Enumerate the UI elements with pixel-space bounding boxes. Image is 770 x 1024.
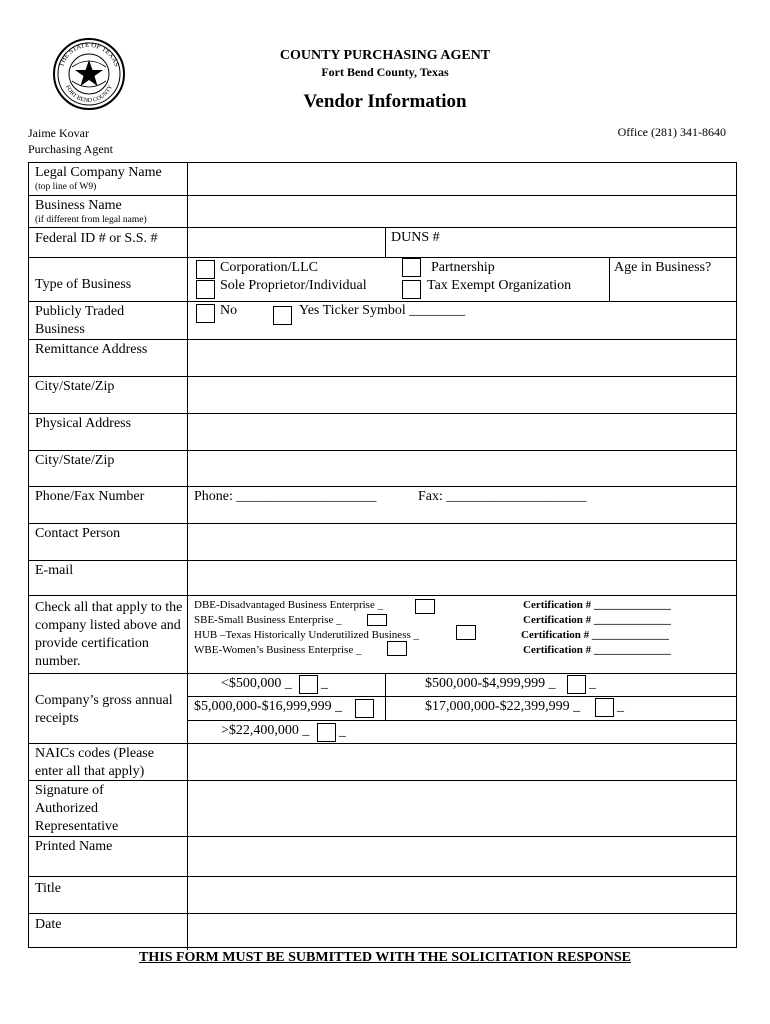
form-title: Vendor Information: [303, 91, 467, 112]
dbe-checkbox[interactable]: [415, 599, 435, 614]
office-phone: Office (281) 341-8640: [617, 125, 726, 139]
row-date: [29, 913, 736, 950]
publicly-traded-yes-checkbox[interactable]: [273, 306, 292, 325]
check-all-label: Check all that apply to the company listed above and provide certification number.: [35, 600, 183, 669]
partnership-label: Partnership: [431, 260, 495, 275]
row-city-2: [29, 450, 736, 487]
email-field[interactable]: [188, 561, 736, 596]
age-in-business-label: Age in Business?: [614, 260, 712, 275]
seal-text-top: THE STATE OF TEXAS: [57, 40, 121, 68]
row-certifications: [29, 595, 736, 674]
receipts-17m-22m-trail: _: [617, 699, 624, 714]
receipts-over-22m-trail: _: [339, 724, 346, 739]
date-label: Date: [35, 917, 62, 932]
receipts-under-500k-label: <$500,000 _: [221, 676, 292, 691]
federal-id-field[interactable]: [188, 228, 384, 258]
remittance-label: Remittance Address: [35, 342, 148, 357]
receipts-under-500k-checkbox[interactable]: [299, 675, 318, 694]
signature-label: Signature of Authorized Representative: [35, 783, 119, 834]
phone-field[interactable]: Phone: ____________________: [194, 489, 377, 504]
wbe-certification-field[interactable]: Certification # ______________: [523, 644, 671, 656]
receipts-17m-22m-label: $17,000,000-$22,399,999 _: [425, 699, 581, 714]
phone-fax-label: Phone/Fax Number: [35, 489, 145, 504]
row-title: [29, 876, 736, 914]
row-signature: [29, 780, 736, 837]
hub-label: HUB –Texas Historically Underutilized Business _: [194, 629, 420, 641]
title-field[interactable]: [188, 877, 736, 914]
corporation-checkbox[interactable]: [196, 260, 215, 279]
seal-text-bottom: FORT BEND COUNTY: [63, 84, 115, 105]
hub-certification-field[interactable]: Certification # ______________: [521, 629, 669, 641]
physical-address-field[interactable]: [188, 414, 736, 451]
business-name-field[interactable]: [188, 196, 736, 228]
legal-name-label: Legal Company Name: [35, 165, 162, 180]
receipts-over-22m-label: >$22,400,000 _: [221, 723, 310, 738]
county-subtitle: Fort Bend County, Texas: [321, 65, 449, 79]
city-state-zip-label-1: City/State/Zip: [35, 379, 115, 394]
row-publicly-traded: [29, 301, 736, 340]
agency-title: COUNTY PURCHASING AGENT: [279, 48, 491, 63]
ticker-symbol-label: Yes Ticker Symbol ________: [299, 303, 466, 318]
receipts-500k-5m-checkbox[interactable]: [567, 675, 586, 694]
row-federal-id: [29, 227, 736, 258]
publicly-traded-no-label: No: [220, 303, 238, 318]
receipts-over-22m-checkbox[interactable]: [317, 723, 336, 742]
row-business-name: [29, 195, 736, 228]
publicly-traded-label: Publicly Traded Business: [35, 304, 125, 337]
receipts-500k-5m-trail: _: [589, 676, 596, 691]
date-field[interactable]: [188, 914, 736, 950]
receipts-500k-5m-label: $500,000-$4,999,999 _: [425, 676, 556, 691]
row-gross-receipts: [29, 673, 736, 744]
tax-exempt-label: Tax Exempt Organization: [427, 278, 572, 293]
sbe-certification-field[interactable]: Certification # ______________: [523, 614, 671, 626]
row-physical: [29, 413, 736, 451]
partnership-checkbox[interactable]: [402, 258, 421, 277]
row-phone-fax: [29, 486, 736, 524]
sole-proprietor-label: Sole Proprietor/Individual: [220, 278, 367, 293]
remittance-field[interactable]: [188, 340, 736, 377]
duns-label: DUNS #: [391, 230, 440, 245]
row-remittance: [29, 339, 736, 377]
receipts-5m-17m-checkbox[interactable]: [355, 699, 374, 718]
row-contact: [29, 523, 736, 561]
tax-exempt-checkbox[interactable]: [402, 280, 421, 299]
fax-field[interactable]: Fax: ____________________: [418, 489, 587, 504]
receipts-5m-17m-label: $5,000,000-$16,999,999 _: [194, 699, 343, 714]
wbe-label: WBE-Women’s Business Enterprise _: [194, 644, 362, 656]
sbe-checkbox[interactable]: [367, 614, 387, 626]
city-state-zip-field-2[interactable]: [188, 451, 736, 487]
row-city-1: [29, 376, 736, 414]
hub-checkbox[interactable]: [456, 625, 476, 640]
wbe-checkbox[interactable]: [387, 641, 407, 656]
submission-notice: THIS FORM MUST BE SUBMITTED WITH THE SOLICITATION RESPONSE: [139, 950, 631, 965]
email-label: E-mail: [35, 563, 74, 578]
gross-receipts-label: Company’s gross annual receipts: [35, 693, 173, 726]
row-naics: [29, 743, 736, 781]
publicly-traded-no-checkbox[interactable]: [196, 304, 215, 323]
federal-id-label: Federal ID # or S.S. #: [35, 231, 158, 246]
physical-address-label: Physical Address: [35, 416, 132, 431]
vendor-form: [28, 162, 737, 948]
business-name-label: Business Name: [35, 198, 122, 213]
agent-block: [28, 125, 113, 157]
printed-name-label: Printed Name: [35, 839, 113, 854]
legal-name-field[interactable]: [188, 163, 736, 195]
title-label: Title: [35, 881, 61, 896]
row-type-of-business: [29, 257, 736, 302]
signature-field[interactable]: [188, 781, 736, 837]
agent-title: Purchasing Agent: [28, 142, 113, 156]
city-state-zip-field-1[interactable]: [188, 377, 736, 414]
naics-label: NAICs codes (Please enter all that apply): [35, 746, 154, 779]
naics-field[interactable]: [188, 744, 736, 781]
contact-person-label: Contact Person: [35, 526, 121, 541]
corporation-label: Corporation/LLC: [220, 260, 318, 275]
dbe-label: DBE-Disadvantaged Business Enterprise _: [194, 599, 384, 611]
agent-name: Jaime Kovar: [28, 126, 89, 140]
type-of-business-label: Type of Business: [35, 277, 132, 292]
dbe-certification-field[interactable]: Certification # ______________: [523, 599, 671, 611]
sbe-label: SBE-Small Business Enterprise _: [194, 614, 342, 626]
city-state-zip-label-2: City/State/Zip: [35, 453, 115, 468]
business-name-note: (if different from legal name): [35, 215, 147, 225]
row-email: [29, 560, 736, 596]
receipts-17m-22m-checkbox[interactable]: [595, 698, 614, 717]
row-legal-name: [29, 163, 736, 195]
row-printed-name: [29, 836, 736, 877]
legal-name-note: (top line of W9): [35, 182, 97, 192]
printed-name-field[interactable]: [188, 837, 736, 877]
sole-proprietor-checkbox[interactable]: [196, 280, 215, 299]
contact-person-field[interactable]: [188, 524, 736, 561]
receipts-under-500k-trail: _: [321, 676, 328, 691]
